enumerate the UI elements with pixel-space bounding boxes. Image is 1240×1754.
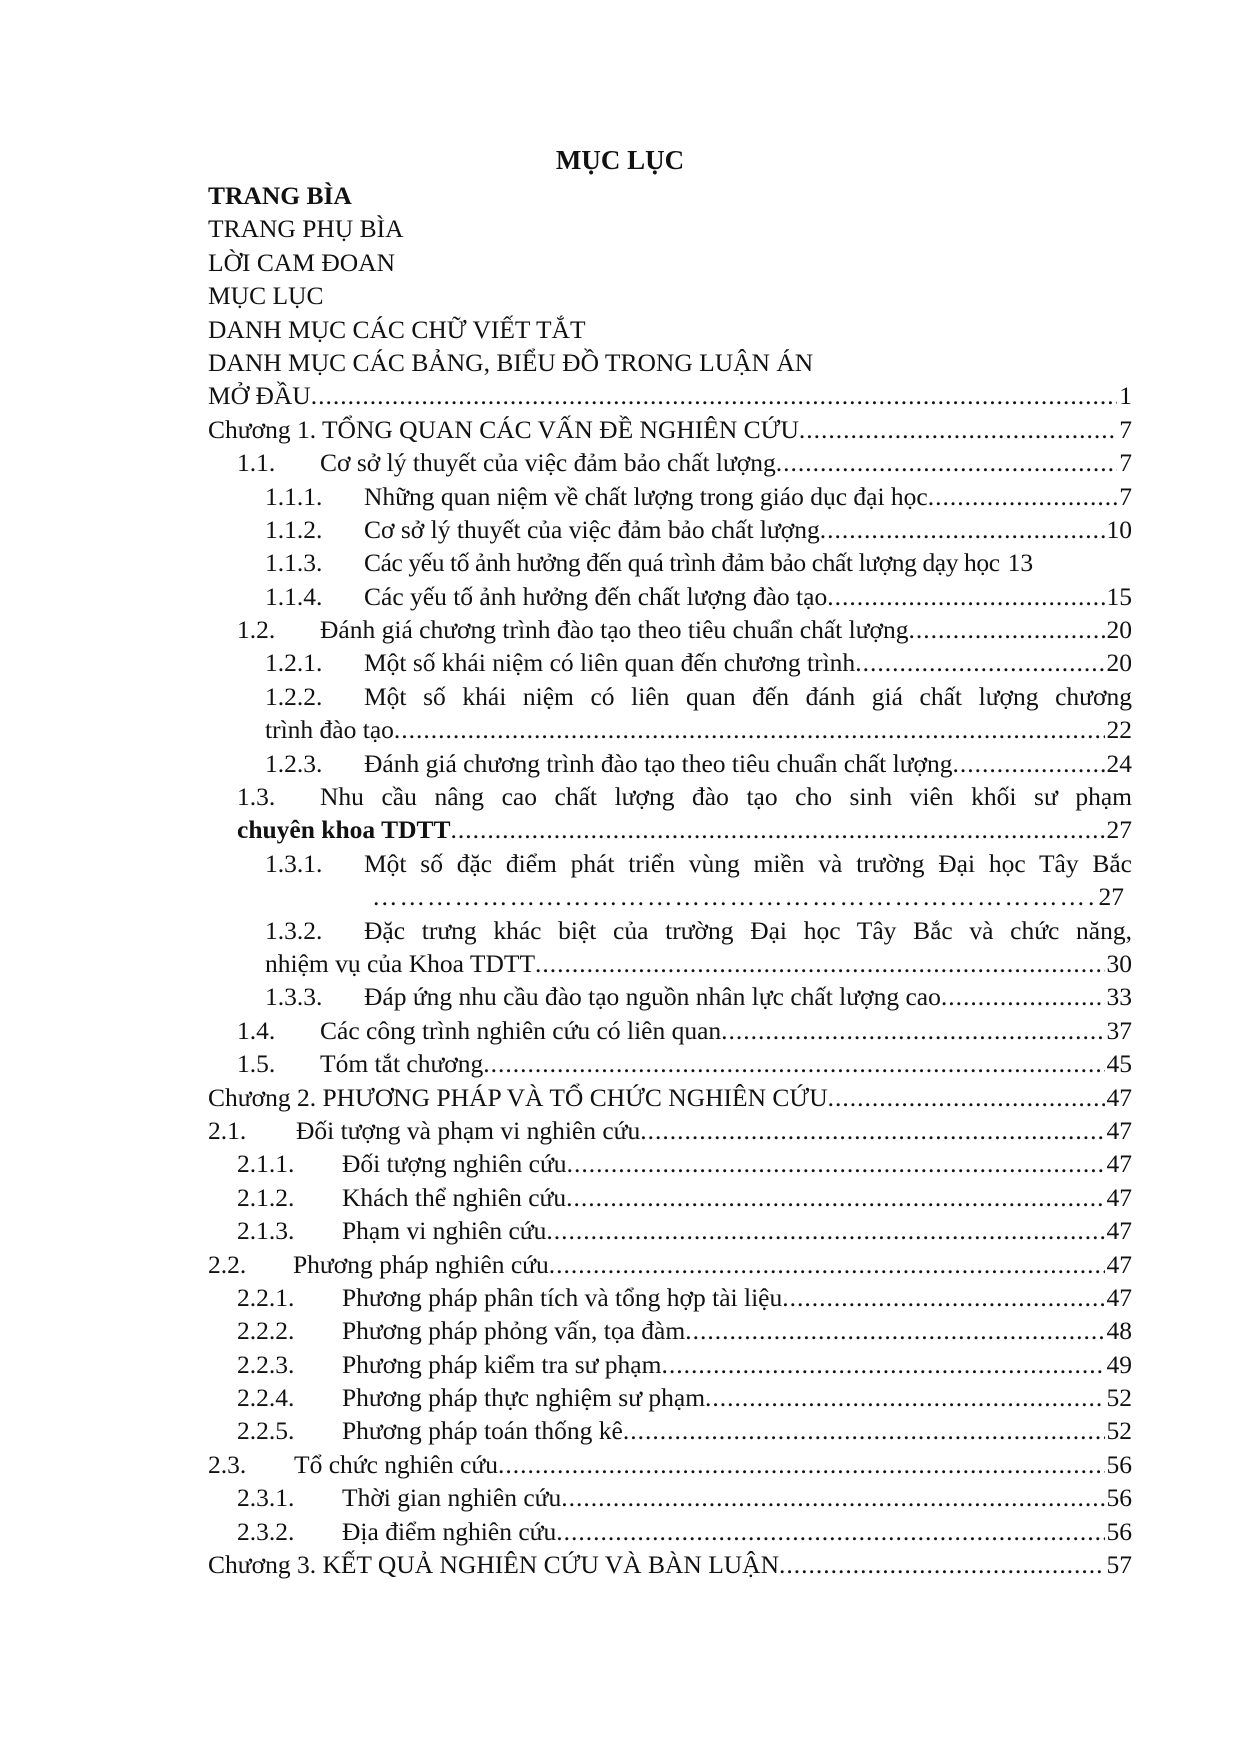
toc-entry: [208, 1281, 1132, 1314]
toc-entry-title: Chương 2. PHƯƠNG PHÁP VÀ TỔ CHỨC NGHIÊN CỨU: [208, 1082, 828, 1112]
toc-entry-title: Các công trình nghiên cứu có liên quan: [320, 1015, 722, 1045]
toc-entry: [208, 914, 1132, 947]
toc-entry: [208, 1515, 1132, 1548]
toc-entry-number: 1.1.3.: [265, 548, 323, 578]
toc-entry-page: 7: [1119, 414, 1132, 444]
toc-entry-page: 24: [1106, 748, 1132, 778]
toc-entry-number: 1.1.1.: [265, 481, 323, 511]
toc-entry-number: 1.3.1.: [265, 848, 323, 878]
toc-entry-title: Chương 1. TỔNG QUAN CÁC VẤN ĐỀ NGHIÊN CỨU: [208, 414, 799, 444]
toc-entry-number: 1.2.2.: [265, 681, 323, 711]
toc-entry-page: 47: [1106, 1149, 1132, 1179]
toc-entry-page: 52: [1106, 1383, 1132, 1413]
table-of-contents: [208, 179, 1132, 1581]
toc-entry-continuation: [208, 947, 1132, 980]
toc-entry-page: 20: [1106, 648, 1132, 678]
toc-entry-title: Phương pháp nghiên cứu: [293, 1249, 549, 1279]
toc-entry-title: chuyên khoa TDTT: [237, 815, 451, 845]
dot-leader: [827, 580, 1104, 613]
dot-leader: [451, 813, 1105, 846]
toc-entry-page: 47: [1106, 1282, 1132, 1312]
toc-entry-page: 47: [1106, 1115, 1132, 1145]
toc-entry-page: 45: [1106, 1049, 1132, 1079]
toc-entry-page: 52: [1106, 1416, 1132, 1446]
toc-entry-number: 2.3.2.: [237, 1516, 295, 1546]
toc-entry-number: 1.1.2.: [265, 514, 323, 544]
dot-leader: [705, 1381, 1104, 1414]
toc-entry-title: Đánh giá chương trình đào tạo theo tiêu chuẩn chất lượng: [320, 615, 909, 645]
toc-entry-number: 1.4.: [237, 1015, 276, 1045]
toc-entry-page: 1: [1119, 381, 1132, 411]
toc-entry-title: Một số khái niệm có liên quan đến chương trình: [364, 648, 856, 678]
toc-entry: [208, 1381, 1132, 1414]
toc-entry-number: 2.3.1.: [237, 1483, 295, 1513]
toc-entry: [208, 1114, 1132, 1147]
dot-leader: [394, 713, 1105, 746]
toc-entry-number: 1.2.1.: [265, 648, 323, 678]
toc-entry-page: 13: [1007, 548, 1034, 578]
dot-leader: [498, 1448, 1105, 1481]
toc-entry-page: 27: [1098, 882, 1124, 912]
toc-entry-title: Những quan niệm về chất lượng trong giáo dục đại học: [364, 481, 928, 511]
dot-leader: [779, 1548, 1104, 1581]
toc-entry-page: 49: [1106, 1349, 1132, 1379]
dot-leader: [909, 613, 1105, 646]
toc-front-item: DANH MỤC CÁC BẢNG, BIỂU ĐỒ TRONG LUẬN ÁN: [208, 347, 814, 377]
toc-entry-title: trình đào tạo: [265, 715, 394, 745]
toc-entry-number: 2.2.4.: [237, 1383, 295, 1413]
toc-entry: [208, 480, 1132, 513]
toc-entry-number: 1.1.: [237, 448, 276, 478]
dot-leader: [546, 1214, 1104, 1247]
toc-entry-title: Cơ sở lý thuyết của việc đảm bảo chất lượng: [364, 514, 820, 544]
dot-leader: [535, 947, 1104, 980]
dot-leader: [623, 1414, 1105, 1447]
toc-entry-title: Đáp ứng nhu cầu đào tạo nguồn nhân lực chất lượng cao: [364, 982, 941, 1012]
toc-entry-number: 1.1.4.: [265, 581, 323, 611]
toc-entry-title: Phương pháp toán thống kê: [342, 1416, 623, 1446]
toc-front-item: LỜI CAM ĐOAN: [208, 247, 395, 277]
dot-leader: [941, 980, 1105, 1013]
toc-entry-page: 56: [1106, 1449, 1132, 1479]
toc-entry-page: 7: [1119, 481, 1132, 511]
toc-entry: [208, 1081, 1132, 1114]
toc-entry: [208, 680, 1132, 713]
toc-entry-number: 1.5.: [237, 1049, 276, 1079]
toc-entry: [208, 1181, 1132, 1214]
toc-entry-title: Phương pháp phỏng vấn, tọa đàm: [342, 1316, 686, 1346]
dot-leader: [483, 1047, 1104, 1080]
dot-leader: [782, 1281, 1104, 1314]
toc-entry: [208, 1481, 1132, 1514]
toc-entry-number: 1.3.: [237, 782, 276, 812]
toc-entry-title: Các yếu tố ảnh hưởng đến quá trình đảm bảo chất lượng dạy học: [364, 548, 1000, 578]
toc-entry-number: 2.3.: [208, 1449, 247, 1479]
toc-entry-title: Cơ sở lý thuyết của việc đảm bảo chất lượng: [320, 448, 776, 478]
toc-entry-page: 47: [1106, 1082, 1132, 1112]
toc-entry: [208, 1214, 1132, 1247]
toc-entry: [208, 1248, 1132, 1281]
toc-entry-page: 33: [1106, 982, 1132, 1012]
toc-entry-number: 1.3.3.: [265, 982, 323, 1012]
dot-leader: [928, 480, 1118, 513]
toc-entry-title: Đối tượng và phạm vi nghiên cứu: [296, 1115, 641, 1145]
dot-leader: [661, 1348, 1104, 1381]
dot-leader: [828, 1081, 1105, 1114]
toc-front-item: DANH MỤC CÁC CHỮ VIẾT TẮT: [208, 314, 586, 344]
toc-entry: [208, 780, 1132, 813]
toc-entry-number: 2.1.3.: [237, 1216, 295, 1246]
toc-entry: [208, 1147, 1132, 1180]
dot-leader: [721, 1014, 1104, 1047]
toc-entry-number: 1.2.: [237, 615, 276, 645]
toc-entry-number: 2.1.: [208, 1115, 247, 1145]
toc-entry-page: 10: [1106, 514, 1132, 544]
toc-entry-title: Thời gian nghiên cứu: [342, 1483, 562, 1513]
toc-entry-page: 57: [1106, 1550, 1132, 1580]
toc-entry-continuation: [208, 813, 1132, 846]
toc-front-item: MỤC LỤC: [208, 281, 324, 311]
toc-entry-page: 37: [1106, 1015, 1132, 1045]
toc-entry-page: 56: [1106, 1483, 1132, 1513]
toc-entry-title: Đặc trưng khác biệt của trường Đại học Tây Bắc và chức năng,: [364, 915, 1132, 945]
dot-leader: [685, 1314, 1104, 1347]
toc-entry: [208, 646, 1132, 679]
dot-leader: [556, 1515, 1104, 1548]
toc-entry: [208, 847, 1132, 880]
toc-entry: [208, 747, 1132, 780]
toc-entry: [208, 980, 1132, 1013]
toc-entry-title: Chương 3. KẾT QUẢ NGHIÊN CỨU VÀ BÀN LUẬN: [208, 1550, 780, 1580]
toc-entry-page: 15: [1106, 581, 1132, 611]
toc-entry-number: 2.2.2.: [237, 1316, 295, 1346]
toc-entry-continuation: [208, 880, 1132, 913]
toc-entry-title: Một số đặc điểm phát triển vùng miền và trường Đại học Tây Bắc: [364, 848, 1132, 878]
toc-entry-title: Đối tượng nghiên cứu: [342, 1149, 567, 1179]
toc-entry-number: 1.2.3.: [265, 748, 323, 778]
toc-entry: [208, 1448, 1132, 1481]
toc-entry-page: 56: [1106, 1516, 1132, 1546]
dot-leader: [820, 513, 1105, 546]
toc-entry-page: 22: [1106, 715, 1132, 745]
toc-entry-title: Nhu cầu nâng cao chất lượng đào tạo cho sinh viên khối sư phạm: [320, 782, 1132, 812]
toc-entry-title: Một số khái niệm có liên quan đến đánh giá chất lượng chương: [364, 681, 1132, 711]
toc-entry-title: Phương pháp thực nghiệm sư phạm: [342, 1383, 706, 1413]
page-title: MỤC LỤC: [555, 145, 685, 175]
toc-entry-title: Địa điểm nghiên cứu: [342, 1516, 557, 1546]
dot-leader: [776, 446, 1117, 479]
toc-entry: [208, 580, 1132, 613]
toc-entry-number: 2.2.: [208, 1249, 247, 1279]
toc-entry-page: 30: [1106, 948, 1132, 978]
toc-entry: [208, 446, 1132, 479]
toc-entry: [208, 1348, 1132, 1381]
toc-entry: [208, 546, 1132, 579]
toc-entry: [208, 1014, 1132, 1047]
toc-entry: [208, 413, 1132, 446]
dot-leader: [566, 1181, 1104, 1214]
toc-entry-title: MỞ ĐẦU: [208, 381, 311, 411]
dot-leader: [640, 1114, 1104, 1147]
toc-entry-title: Các yếu tố ảnh hưởng đến chất lượng đào tạo: [364, 581, 828, 611]
toc-entry-title: Phạm vi nghiên cứu: [342, 1216, 547, 1246]
toc-entry-page: 47: [1106, 1249, 1132, 1279]
toc-entry: [208, 379, 1132, 412]
toc-entry-number: 2.2.1.: [237, 1282, 295, 1312]
dot-leader: [311, 379, 1118, 412]
toc-entry-number: 2.1.1.: [237, 1149, 295, 1179]
toc-entry-title: Tóm tắt chương: [320, 1049, 484, 1079]
toc-entry: [208, 1047, 1132, 1080]
toc-entry-title: Tổ chức nghiên cứu: [294, 1449, 498, 1479]
toc-entry-page: 47: [1106, 1216, 1132, 1246]
dot-leader: [372, 880, 1097, 913]
toc-entry-page: 48: [1106, 1316, 1132, 1346]
dot-leader: [561, 1481, 1104, 1514]
toc-entry: [208, 513, 1132, 546]
toc-entry: [208, 613, 1132, 646]
toc-entry-number: 2.2.5.: [237, 1416, 295, 1446]
toc-entry-page: 27: [1106, 815, 1132, 845]
dot-leader: [953, 747, 1105, 780]
toc-entry: [208, 1314, 1132, 1347]
toc-entry-title: Phương pháp phân tích và tổng hợp tài liệu: [342, 1282, 783, 1312]
toc-entry: [208, 1414, 1132, 1447]
toc-front-item: TRANG PHỤ BÌA: [208, 214, 404, 244]
toc-entry-page: 20: [1106, 615, 1132, 645]
toc-entry-title: nhiệm vụ của Khoa TDTT: [265, 948, 536, 978]
toc-entry-title: Khách thể nghiên cứu: [342, 1182, 567, 1212]
toc-entry-page: 47: [1106, 1182, 1132, 1212]
toc-entry-title: Phương pháp kiểm tra sư phạm: [342, 1349, 662, 1379]
dot-leader: [549, 1248, 1105, 1281]
toc-entry-number: 2.2.3.: [237, 1349, 295, 1379]
dot-leader: [799, 413, 1117, 446]
toc-entry-number: 1.3.2.: [265, 915, 323, 945]
toc-entry: [208, 1548, 1132, 1581]
dot-leader: [855, 646, 1104, 679]
toc-entry-number: 2.1.2.: [237, 1182, 295, 1212]
dot-leader: [567, 1147, 1105, 1180]
toc-entry-title: Đánh giá chương trình đào tạo theo tiêu chuẩn chất lượng: [364, 748, 953, 778]
toc-front-item: TRANG BÌA: [208, 181, 352, 210]
toc-entry-continuation: [208, 713, 1132, 746]
toc-entry-page: 7: [1119, 448, 1132, 478]
